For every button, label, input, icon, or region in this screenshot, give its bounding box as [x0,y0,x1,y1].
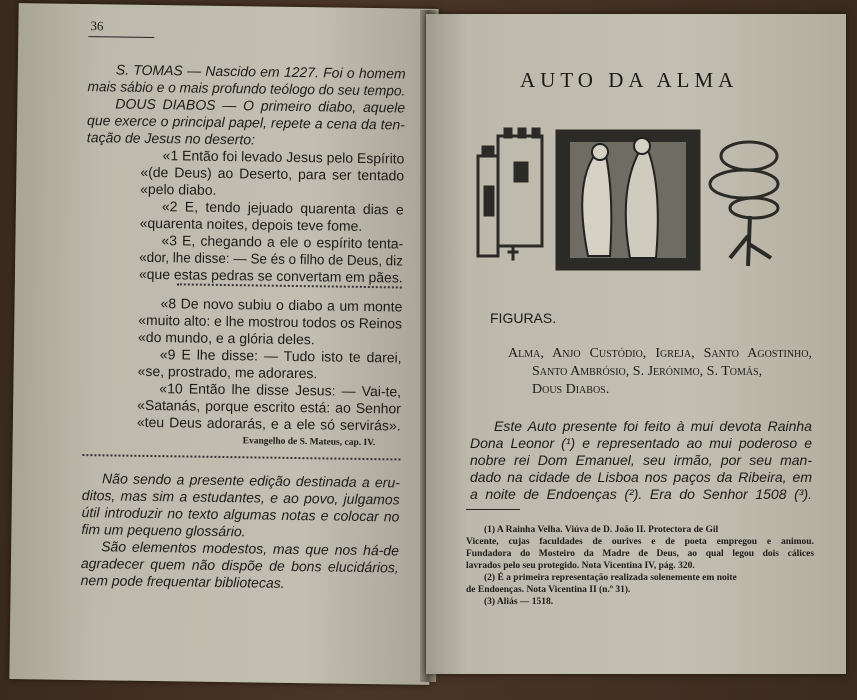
line: que exerce o principal papel, repete a cena da ten- [87,112,405,133]
verse-line: «que estas pedras se convertam em pães. [138,265,403,286]
character-list-line: Alma, Anjo Custódio, Igreja, Santo Agostinho, [508,346,812,361]
line: DOUS DIABOS — O primeiro diabo, aquele [115,95,406,116]
paragraph-line: São elementos modestos, mas que nos há-de [101,538,400,559]
line: mais sábio e o mais profundo teólogo do seu tempo. [87,78,406,99]
verse-line: «quarenta noites, depois teve fome. [139,214,363,234]
paragraph-line: Não sendo a presente edição destinada a eru- [102,470,400,491]
section-divider [82,454,400,460]
paragraph-line: Dona Leonor (¹) e representado ao mui poderoso e [470,435,813,451]
paragraph-line: fim um pequeno glossário. [81,521,246,540]
paragraph-line: nobre rei Dom Emanuel, seu irmão, por seu man- [470,452,812,468]
footnote-line: (3) Aliás — 1518. [484,597,554,607]
header-rule [88,36,154,38]
verse-line: «1 Então foi levado Jesus pelo Espírito [162,147,405,167]
paragraph-line: Este Auto presente foi feito à mui devota Rainha [494,418,812,434]
footnote-line: Fundadora do Mosteiro da Madre de Deus, ao qual legou dois cálices [466,549,815,559]
verse-line: «dor, lhe disse: — Se és o filho de Deus, diz [139,248,404,269]
verse-line: «teu Deus adorarás, e a ele só servirás». [136,413,401,434]
verse-line: «(de Deus) ao Deserto, para ser tentado [140,163,405,184]
right-page [426,14,846,674]
line: S. TOMAS — Nascido em 1227. Foi o homem [115,61,406,82]
footnote-line: (1) A Rainha Velha. Viúva de D. João II. Protectora de Gil [484,525,719,535]
footnote-line: de Endoenças. Nota Vicentina II (n.º 31). [466,585,631,595]
verse-line: «se, prostrado, me adorares. [137,362,318,382]
play-title: AUTO DA ALMA [520,68,739,92]
paragraph-line: nem pode frequentar bibliotecas. [80,572,285,591]
verse-line: «Satanás, porque escrito está: ao Senhor [137,396,402,417]
paragraph-line: ditos, mas sim a estudantes, e ao povo, julgamos [81,487,400,508]
verse-line: «muito alto: e lhe mostrou todos os Reinos [138,311,403,332]
left-page [9,3,438,685]
character-list-line: Dous Diabos. [532,382,610,397]
line: tação de Jesus no deserto: [86,129,256,148]
verse-line: «8 De novo subiu o diabo a um monte [160,295,403,315]
verse-line: «do mundo, e a glória deles. [137,328,315,348]
page-number: 36 [90,18,104,34]
woodcut-illustration-icon [474,126,794,276]
footnote-line: lavrados pelo seu protegido. Nota Vicentina IV, pág. 320. [466,561,695,571]
section-heading: FIGURAS. [490,310,557,326]
verse-line: «pelo diabo. [140,180,217,198]
citation: Evangelho de S. Mateus, cap. IV. [242,436,376,449]
verse-line: «2 E, tendo jejuado quarenta dias e [161,198,404,218]
verse-line: «3 E, chegando a ele o espírito tenta- [161,232,404,252]
footnote-line: (2) É a primeira representação realizada solenemente em noite [484,573,737,583]
character-list-line: Santo Ambrósio, S. Jerónimo, S. Tomás, [532,364,763,379]
paragraph-line: dado na cidade de Lisboa nos paços da Ribeira, em [470,469,812,485]
verse-line: «10 Então lhe disse Jesus: — Vai-te, [159,380,402,400]
paragraph-line: útil introduzir no texto algumas notas e colocar no [81,504,400,525]
paragraph-line: agradecer quem não dispõe de bons elucidários, [80,555,399,576]
footnote-line: Vicente, cujas faculdades de ourives e de poeta empregou e animou. [466,537,814,547]
footnote-rule [466,509,520,510]
verse-line: «9 E lhe disse: — Tudo isto te darei, [159,346,402,366]
paragraph-line: a noite de Endoenças (²). Era do Senhor 1508 (³). [470,486,813,502]
